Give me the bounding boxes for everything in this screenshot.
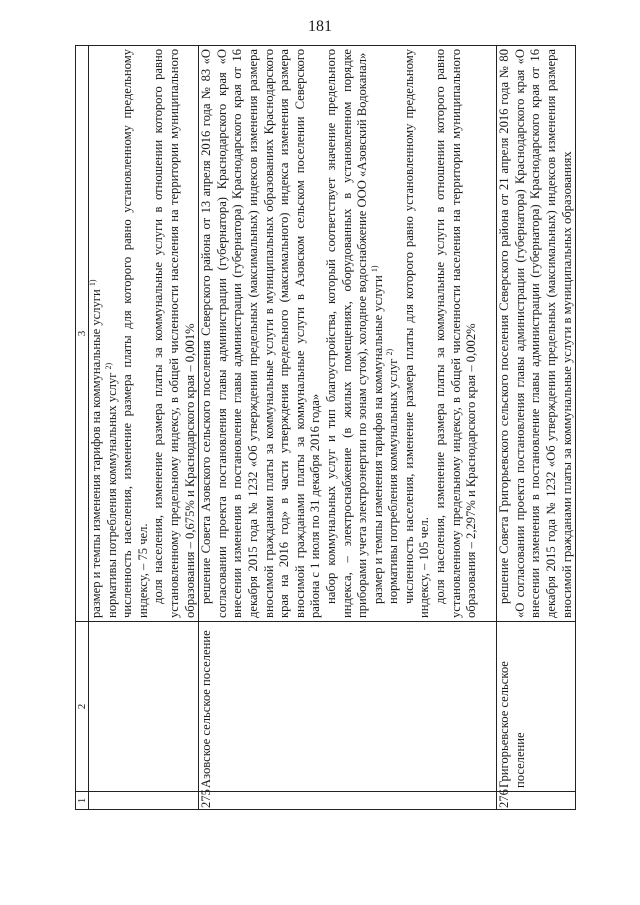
header-col-1: 1 xyxy=(76,792,89,810)
header-col-3: 3 xyxy=(76,46,89,622)
description-cell xyxy=(199,46,497,622)
tariff-line: размер и темпы изменения тарифов на коммунальные услуги $^{1)}$ xyxy=(369,265,385,604)
description-cell xyxy=(497,46,576,622)
rotated-table-wrapper xyxy=(75,45,574,810)
table-row-275 xyxy=(199,46,497,810)
population-line: численность населения, изменение размера платы для которого равно установленному предельному индексу, – 75 чел. xyxy=(120,49,150,618)
row-number: 276 xyxy=(497,792,576,810)
header-col-2: 2 xyxy=(76,622,89,792)
settlement-name: Азовское сельское поселение xyxy=(199,622,497,792)
decision-paragraph: решение Совета Азовского сельского поселения Северского района от 13 апреля 2016 года № 83 «О согласовании проекта постановления главы администрации (губернатора) Краснодарского края «О внесении изменения в постановление главы администрации (губернатора) Краснодарского края от 16 декабря 2015 года № 1232 «Об утверждении предельных (максимальных) индексов изменения размера вносимой гражданами платы за коммунальные услуги в муниципальных образованиях Краснодарского края на 2016 год» в части утверждения предельного (максимального) индекса изменения размера вносимой гражданами платы за коммунальные услуги в Азовском сельском поселении Северского района с 1 июля по 31 декабря 2016 года» xyxy=(199,49,323,618)
norms-line: нормативы потребления коммунальных услуг $^{2)}$ xyxy=(385,348,401,604)
tariff-line: размер и темпы изменения тарифов на коммунальные услуги $^{1)}$ xyxy=(87,279,103,618)
table-row-continuation xyxy=(89,46,199,810)
settlement-name: Григорьевское сельское поселение xyxy=(497,622,576,792)
description-cell xyxy=(89,46,199,622)
norms-line: нормативы потребления коммунальных услуг $^{2)}$ xyxy=(103,362,119,618)
table-header-row xyxy=(76,46,89,810)
share-line: доля населения, изменение размера платы за коммунальные услуги в отношении которого равно установленному предельному индексу, в общей численности населения на территории муниципального образования – 0,675% и Краснодарского края – 0,001% xyxy=(151,49,197,618)
share-line: доля населения, изменение размера платы за коммунальные услуги в отношении которого равно установленному предельному индексу, в общей численности населения на территории муниципального образования – 2,297% и Краснодарского края – 0,002% xyxy=(433,49,479,618)
row-number-cell xyxy=(89,792,199,810)
decision-paragraph: решение Совета Григорьевского сельского поселения Северского района от 21 апреля 2016 года № 80 «О согласовании проекта постановления главы администрации (губернатора) Краснодарского края «О внесении изменения в постановление главы администрации (губернатора) Краснодарского края от 16 декабря 2015 года № 1232 «Об утверждении предельных (максимальных) индексов изменения размера вносимой гражданами платы за коммунальные услуги в муниципальных образованиях xyxy=(497,49,574,618)
page-number: 181 xyxy=(308,18,332,35)
tariff-table xyxy=(75,45,576,810)
services-paragraph: набор коммунальных услуг и тип благоустройства, который соответствует значение предельного индекса, – электроснабжение (в жилых помещениях, оборудованных в установленном порядке приборами учета электроэнергии по зонам суток), холодное водоснабжение ООО «Азовский Водоканал» xyxy=(323,49,370,618)
settlement-cell xyxy=(89,622,199,792)
row-number: 275 xyxy=(199,792,497,810)
table-row-276 xyxy=(497,46,576,810)
population-line: численность населения, изменение размера платы для которого равно установленному предельному индексу, – 105 чел. xyxy=(401,49,432,618)
